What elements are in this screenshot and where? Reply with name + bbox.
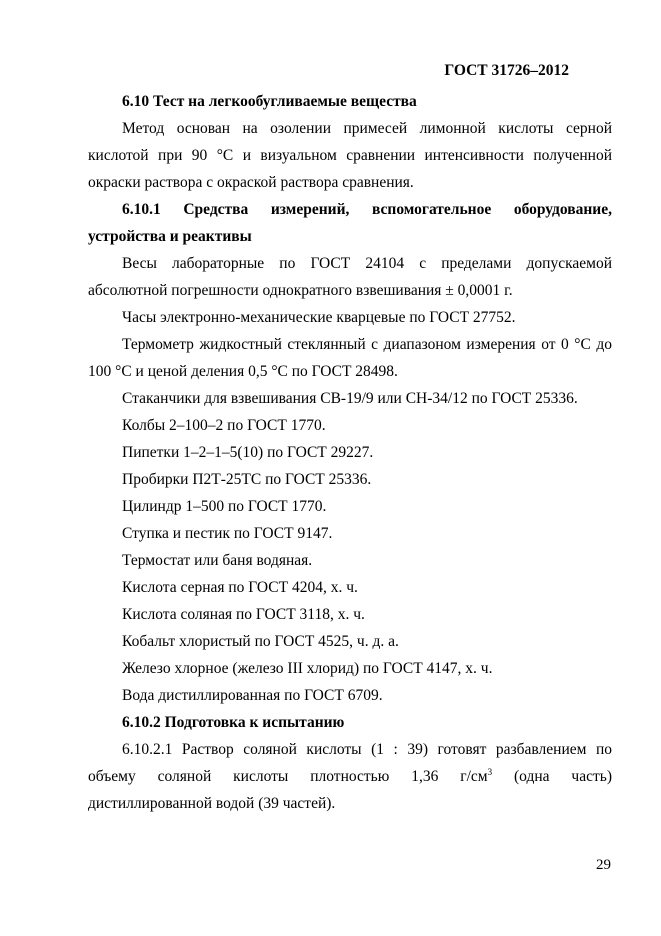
item-cylinder: Цилиндр 1–500 по ГОСТ 1770. xyxy=(122,498,327,515)
item-mortar: Ступка и пестик по ГОСТ 9147. xyxy=(122,525,333,542)
item-scales: Весы лабораторные по ГОСТ 24104 с пределами допускаемой абсолютной погрешности однократного взвешивания ± 0,0001 г. xyxy=(88,255,612,299)
item-cobalt-chloride: Кобальт хлористый по ГОСТ 4525, ч. д. а. xyxy=(122,633,399,650)
item-sulfuric-acid: Кислота серная по ГОСТ 4204, х. ч. xyxy=(122,579,358,596)
item-thermostat: Термостат или баня водяная. xyxy=(122,552,313,569)
paragraph-6-10-2-1-start: 6.10.2.1 Раствор соляной кислоты (1 : 39) готовят разбавлением по объему соляной кислоты плотностью 1,36 г/см xyxy=(88,741,612,785)
item-distilled-water: Вода дистиллированная по ГОСТ 6709. xyxy=(122,687,383,704)
section-heading-6-10-2: 6.10.2 Подготовка к испытанию xyxy=(122,714,345,731)
page-number: 29 xyxy=(596,857,611,873)
method-description: Метод основан на озолении примесей лимонной кислоты серной кислотой при 90 °С и визуальном сравнении интенсивности полученной окраски раствора с окраской раствора сравнения. xyxy=(88,120,612,191)
standard-header: ГОСТ 31726–2012 xyxy=(444,62,569,79)
item-pipettes: Пипетки 1–2–1–5(10) по ГОСТ 29227. xyxy=(122,444,374,461)
section-heading-6-10-1: 6.10.1 Средства измерений, вспомогательное оборудование, устройства и реактивы xyxy=(88,201,612,245)
page-content xyxy=(88,88,612,817)
item-test-tubes: Пробирки П2Т-25ТС по ГОСТ 25336. xyxy=(122,471,372,488)
paragraph-6-10-2-1-end: (одна часть) дистиллированной водой (39 частей). xyxy=(88,768,612,812)
item-thermometer: Термометр жидкостный стеклянный с диапазоном измерения от 0 °С до 100 °С и ценой деления 0,5 °С по ГОСТ 28498. xyxy=(88,336,612,380)
item-flasks: Колбы 2–100–2 по ГОСТ 1770. xyxy=(122,417,326,434)
item-weighing-cups: Стаканчики для взвешивания СВ-19/9 или СН-34/12 по ГОСТ 25336. xyxy=(122,390,578,407)
paragraph-6-10-2-1 xyxy=(88,736,612,817)
item-iron-chloride: Железо хлорное (железо III хлорид) по ГОСТ 4147, х. ч. xyxy=(122,660,493,677)
item-hydrochloric-acid: Кислота соляная по ГОСТ 3118, х. ч. xyxy=(122,606,365,623)
item-clock: Часы электронно-механические кварцевые по ГОСТ 27752. xyxy=(122,309,516,326)
superscript-3: 3 xyxy=(487,767,493,777)
section-heading-6-10: 6.10 Тест на легкообугливаемые вещества xyxy=(122,93,417,110)
